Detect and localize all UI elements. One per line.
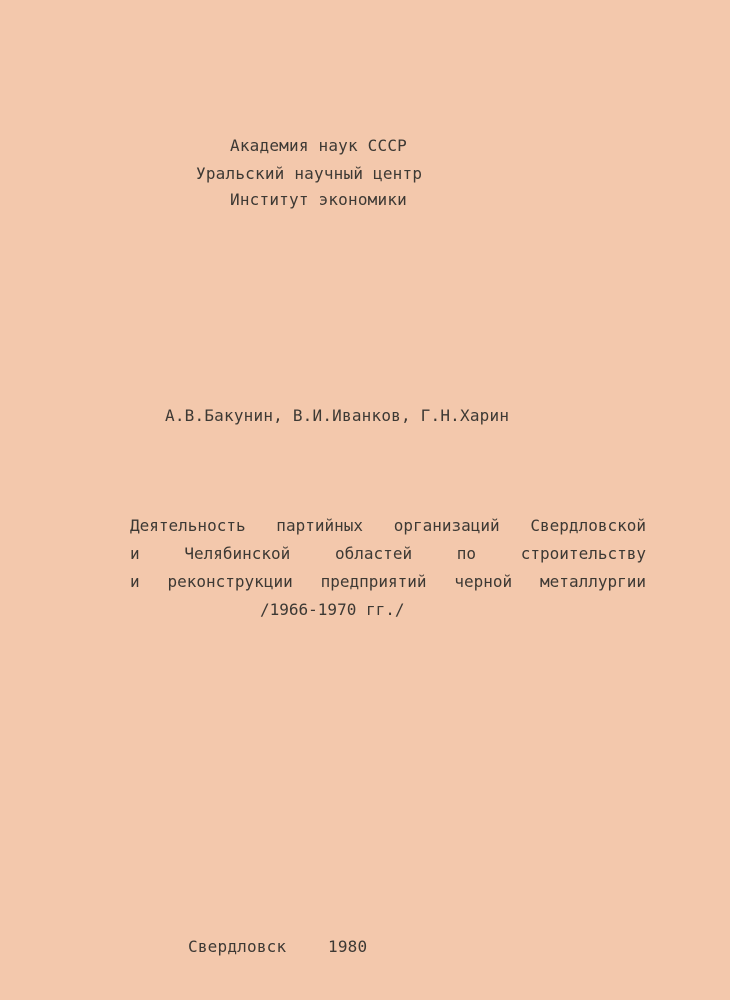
publication-year: 1980 <box>328 937 368 956</box>
institute-name: Институт экономики <box>230 190 407 209</box>
work-title-line-2: и Челябинской областей по строительству <box>130 544 646 563</box>
work-title-line-3: и реконструкции предприятий черной металлургии <box>130 572 646 591</box>
academy-name: Академия наук СССР <box>230 136 407 155</box>
work-title-years: /1966-1970 гг./ <box>260 600 405 619</box>
center-name: Уральский научный центр <box>196 164 423 183</box>
work-title <box>130 512 646 624</box>
publication-city: Свердловск <box>188 937 287 956</box>
authors: А.В.Бакунин, В.И.Иванков, Г.Н.Харин <box>165 406 510 425</box>
work-title-line-1: Деятельность партийных организаций Свердловской <box>130 516 646 535</box>
